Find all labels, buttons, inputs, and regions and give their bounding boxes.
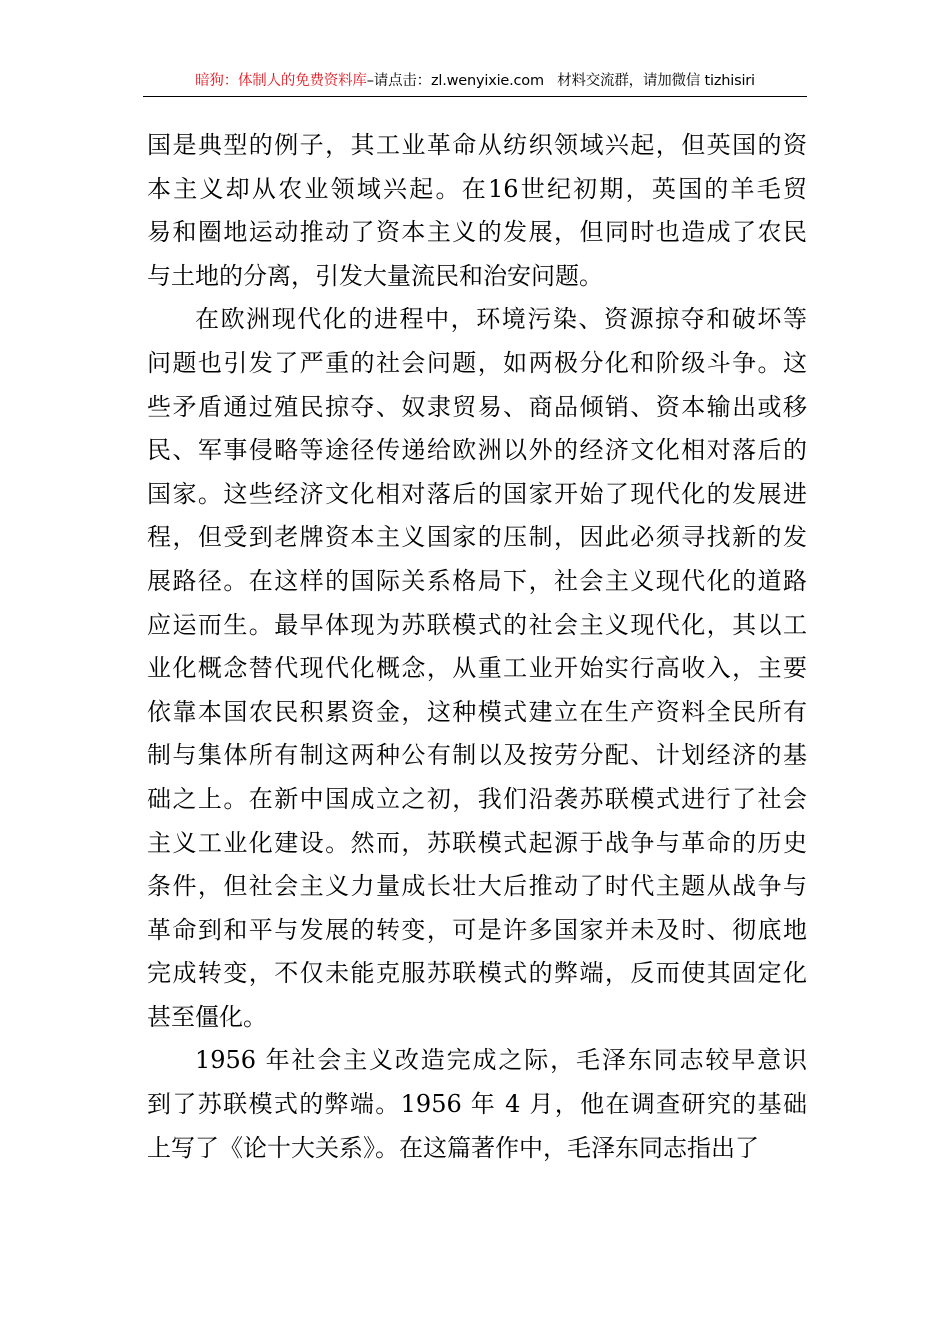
paragraph-line: 程，但受到老牌资本主义国家的压制，因此必须寻找新的发 [147, 523, 807, 552]
paragraph-line: 展路径。在这样的国际关系格局下，社会主义现代化的道路 [147, 566, 807, 595]
paragraph-line: 完成转变，不仅未能克服苏联模式的弊端，反而使其固定化 [147, 959, 807, 988]
paragraph-line: 国是典型的例子，其工业革命从纺织领域兴起，但英国的资 [147, 131, 807, 159]
paragraph-line: 甚至僵化。 [147, 1002, 267, 1031]
paragraph-line: 革命到和平与发展的转变，可是许多国家并未及时、彻底地 [147, 915, 807, 944]
paragraph-line: 依靠本国农民积累资金，这种模式建立在生产资料全民所有 [147, 697, 807, 726]
paragraph-line: 些矛盾通过殖民掠夺、奴隶贸易、商品倾销、资本输出或移 [147, 392, 807, 421]
paragraph-line: 应运而生。最早体现为苏联模式的社会主义现代化，其以工 [147, 610, 807, 639]
paragraph-line: 上写了《论十大关系》。在这篇著作中，毛泽东同志指出了 [147, 1133, 759, 1162]
paragraph [147, 124, 807, 298]
paragraph-line: 业化概念替代现代化概念，从重工业开始实行高收入，主要 [147, 654, 807, 683]
header-click-prefix: –请点击： [366, 73, 431, 89]
header-brand: 暗狗：体制人的免费资料库 [195, 73, 367, 89]
document-body [147, 124, 807, 1170]
paragraph-line: 民、军事侵略等途径传递给欧洲以外的经济文化相对落后的 [147, 436, 807, 465]
paragraph [147, 1039, 807, 1170]
paragraph-line: 条件，但社会主义力量成长壮大后推动了时代主题从战争与 [147, 872, 807, 901]
paragraph-line: 制与集体所有制这两种公有制以及按劳分配、计划经济的基 [147, 741, 807, 770]
paragraph-line: 与土地的分离，引发大量流民和治安问题。 [147, 261, 603, 290]
paragraph-line: 到了苏联模式的弊端。1956 年 4 月，他在调查研究的基础 [147, 1090, 807, 1119]
paragraph [147, 298, 807, 1039]
paragraph-line: 易和圈地运动推动了资本主义的发展，但同时也造成了农民 [147, 218, 807, 247]
header-group-text: 材料交流群，请加微信 tizhisiri [557, 73, 755, 89]
page-header [143, 70, 807, 97]
paragraph-line: 问题也引发了严重的社会问题，如两极分化和阶级斗争。这 [147, 348, 807, 377]
paragraph-line: 主义工业化建设。然而，苏联模式起源于战争与革命的历史 [147, 828, 807, 857]
paragraph-line: 础之上。在新中国成立之初，我们沿袭苏联模式进行了社会 [147, 784, 807, 813]
paragraph-line: 国家。这些经济文化相对落后的国家开始了现代化的发展进 [147, 479, 807, 508]
header-url-link[interactable]: zl.wenyixie.com [430, 73, 544, 89]
paragraph-line: 在欧洲现代化的进程中，环境污染、资源掠夺和破坏等 [195, 305, 807, 334]
paragraph-line: 本主义却从农业领域兴起。在16世纪初期，英国的羊毛贸 [147, 174, 807, 203]
paragraph-line: 1956 年社会主义改造完成之际，毛泽东同志较早意识 [195, 1046, 807, 1075]
